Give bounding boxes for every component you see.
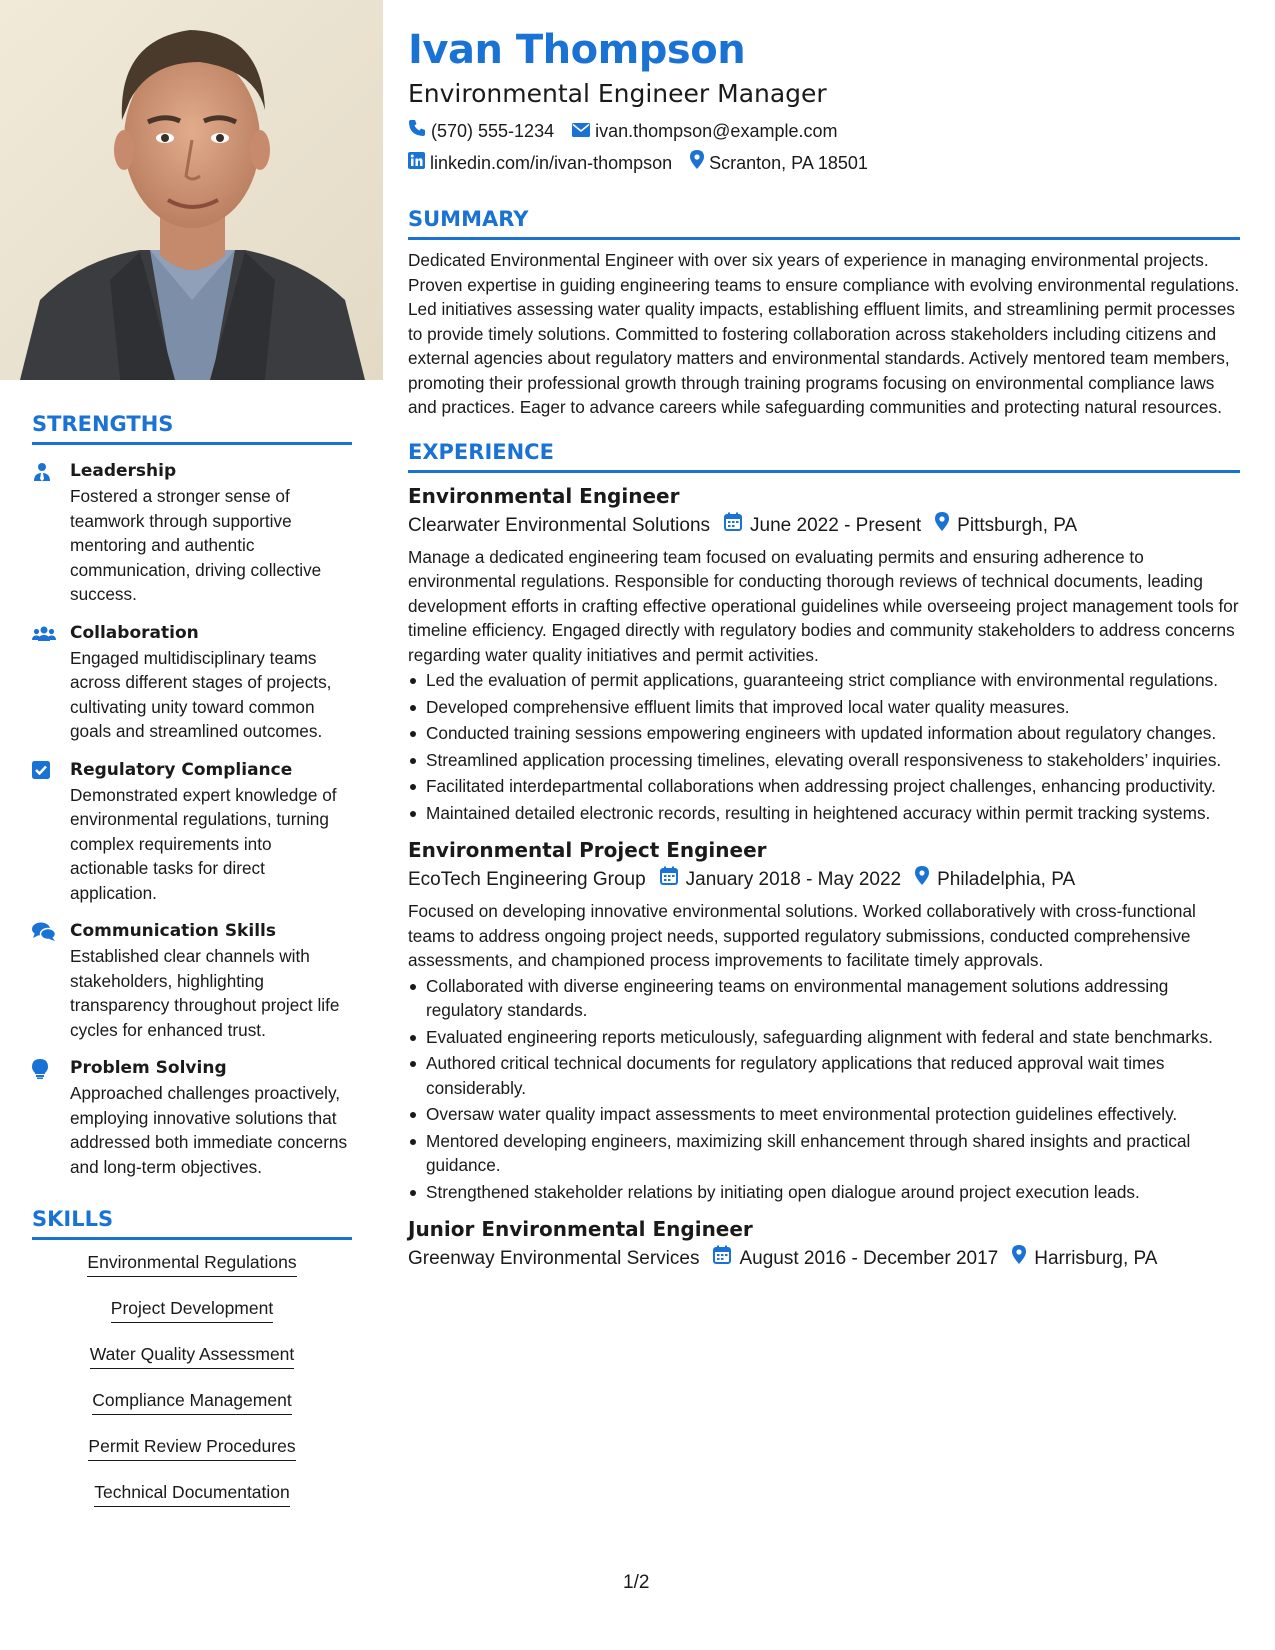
job-bullet: Oversaw water quality impact assessments to meet environmental protection guidelines effectively.	[408, 1102, 1240, 1127]
map-marker-icon	[1012, 1244, 1034, 1274]
page-number: 1/2	[623, 1572, 650, 1593]
profile-photo	[0, 0, 383, 380]
map-marker-icon	[935, 511, 957, 541]
contact-row	[408, 119, 1240, 143]
candidate-title: Environmental Engineer Manager	[408, 79, 827, 108]
check-square-icon	[32, 758, 70, 906]
strength-item	[32, 459, 352, 607]
strength-title: Communication Skills	[70, 921, 276, 941]
job-bullet: Strengthened stakeholder relations by initiating open dialogue around project execution leads.	[408, 1180, 1240, 1205]
job-bullet: Conducted training sessions empowering engineers with updated information about regulatory changes.	[408, 721, 1240, 746]
job-dates: June 2022 - Present	[750, 514, 922, 536]
map-marker-icon	[690, 150, 709, 175]
strength-description: Approached challenges proactively, employing innovative solutions that addressed both immediate concerns and long-term objectives.	[70, 1083, 348, 1177]
strength-item	[32, 621, 352, 744]
job-bullets	[408, 668, 1240, 825]
job-company: Greenway Environmental Services	[408, 1248, 700, 1269]
strength-description: Fostered a stronger sense of teamwork through supportive mentoring and authentic communication, driving collective success.	[70, 486, 322, 604]
skill-item: Compliance Management	[92, 1388, 291, 1415]
job-description: Focused on developing innovative environmental solutions. Worked collaboratively with cross-functional teams to address ongoing project needs, supported regulatory submissions, conducted comprehensive assessments, and championed process improvements to facilitate timely approvals.	[408, 901, 1196, 970]
job-bullets	[408, 974, 1240, 1205]
users-icon	[32, 621, 70, 744]
linkedin-contact[interactable]	[408, 151, 672, 175]
skill-item: Water Quality Assessment	[90, 1342, 295, 1369]
job-bullet: Maintained detailed electronic records, resulting in heightened accuracy within permit tracking systems.	[408, 801, 1240, 826]
strength-title: Collaboration	[70, 622, 199, 643]
location-contact	[690, 150, 868, 175]
email-text: ivan.thompson@example.com	[595, 121, 838, 141]
job-description: Manage a dedicated engineering team focused on evaluating permits and ensuring adherence to environmental regulations. Responsible for conducting thorough reviews of technical documents, leading development efforts in crafting effective operational guidelines while overseeing project management tools for timeline efficiency. Engaged directly with regulatory bodies and community stakeholders to address concerns regarding water quality initiatives and permit activities.	[408, 546, 1239, 665]
job-meta	[408, 1244, 1240, 1274]
strengths-heading: STRENGTHS	[32, 410, 352, 445]
location-text: Scranton, PA 18501	[709, 152, 868, 173]
job-entry	[408, 835, 1240, 1204]
job-bullet: Streamlined application processing timelines, elevating overall responsiveness to stakeholders’ inquiries.	[408, 748, 1240, 773]
strength-title: Regulatory Compliance	[70, 759, 293, 780]
strength-title: Leadership	[70, 461, 177, 481]
job-dates: August 2016 - December 2017	[739, 1248, 999, 1269]
strength-item	[32, 758, 352, 906]
job-bullet: Led the evaluation of permit applications, guaranteeing strict compliance with environmental regulations.	[408, 668, 1240, 693]
strength-description: Engaged multidisciplinary teams across different stages of projects, cultivating unity toward common goals and streamlined outcomes.	[70, 647, 332, 741]
job-entry	[408, 1214, 1240, 1274]
calendar-icon	[724, 511, 750, 541]
job-bullet: Developed comprehensive effluent limits that improved local water quality measures.	[408, 695, 1240, 720]
calendar-icon	[713, 1244, 739, 1274]
job-company: EcoTech Engineering Group	[408, 869, 646, 890]
skills-heading: SKILLS	[32, 1205, 352, 1240]
map-marker-icon	[915, 865, 937, 895]
phone-text: (570) 555-1234	[431, 121, 555, 141]
strength-description: Established clear channels with stakeholders, highlighting transparency throughout project life cycles for enhanced trust.	[70, 946, 340, 1040]
strength-title: Problem Solving	[70, 1058, 227, 1078]
skill-item: Environmental Regulations	[87, 1250, 296, 1277]
summary-heading: SUMMARY	[408, 205, 1240, 240]
strength-item	[32, 1056, 352, 1179]
strength-item	[32, 919, 352, 1042]
job-entry	[408, 481, 1240, 826]
contact-row-2	[408, 150, 1240, 175]
job-location: Harrisburg, PA	[1034, 1248, 1158, 1269]
skill-item: Project Development	[111, 1296, 273, 1323]
job-role: Junior Environmental Engineer	[408, 1217, 753, 1241]
phone-contact[interactable]	[408, 119, 554, 143]
experience-heading: EXPERIENCE	[408, 438, 1240, 473]
job-dates: January 2018 - May 2022	[685, 869, 902, 890]
job-bullet: Evaluated engineering reports meticulously, safeguarding alignment with federal and state benchmarks.	[408, 1025, 1240, 1050]
strengths-list	[32, 459, 352, 1179]
job-role: Environmental Engineer	[408, 483, 680, 508]
envelope-icon	[572, 119, 595, 143]
calendar-icon	[660, 865, 686, 895]
email-contact[interactable]	[572, 119, 837, 143]
skills-list	[32, 1250, 352, 1526]
job-bullet: Collaborated with diverse engineering teams on environmental management solutions addressing regulatory standards.	[408, 974, 1240, 1023]
job-meta	[408, 865, 1240, 895]
sidebar	[0, 0, 383, 1650]
job-bullet: Facilitated interdepartmental collaborations when addressing project challenges, enhancing productivity.	[408, 774, 1240, 799]
job-bullet: Authored critical technical documents for regulatory applications that reduced approval wait times considerably.	[408, 1051, 1240, 1100]
skill-item: Technical Documentation	[94, 1480, 290, 1507]
main-content	[408, 22, 1240, 1278]
job-location: Philadelphia, PA	[937, 869, 1076, 890]
job-meta	[408, 511, 1240, 541]
job-location: Pittsburgh, PA	[957, 514, 1078, 536]
lightbulb-icon	[32, 1056, 70, 1179]
summary-text: Dedicated Environmental Engineer with over six years of experience in managing environmental projects. Proven expertise in guiding engineering teams to ensure compliance with evolving environmental regulations. Led initiatives assessing water quality impacts, establishing effluent limits, and streamlining permit processes to provide timely solutions. Committed to fostering collaboration across stakeholders including citizens and external agencies about regulatory matters and environmental standards. Actively mentored team members, promoting their professional growth through training programs focusing on environmental compliance laws and practices. Eager to advance careers while safeguarding communities and protecting natural resources.	[408, 250, 1240, 417]
job-bullet: Mentored developing engineers, maximizing skill enhancement through shared insights and practical guidance.	[408, 1129, 1240, 1178]
comments-icon	[32, 919, 70, 1042]
user-tie-icon	[32, 459, 70, 607]
strength-description: Demonstrated expert knowledge of environmental regulations, turning complex requirements into actionable tasks for direct application.	[70, 784, 337, 903]
skill-item: Permit Review Procedures	[88, 1434, 295, 1461]
phone-icon	[408, 119, 431, 143]
linkedin-text: linkedin.com/in/ivan-thompson	[430, 152, 673, 173]
job-company: Clearwater Environmental Solutions	[408, 514, 711, 536]
linkedin-icon	[408, 151, 430, 175]
candidate-name: Ivan Thompson	[408, 27, 746, 73]
job-role: Environmental Project Engineer	[408, 838, 767, 862]
